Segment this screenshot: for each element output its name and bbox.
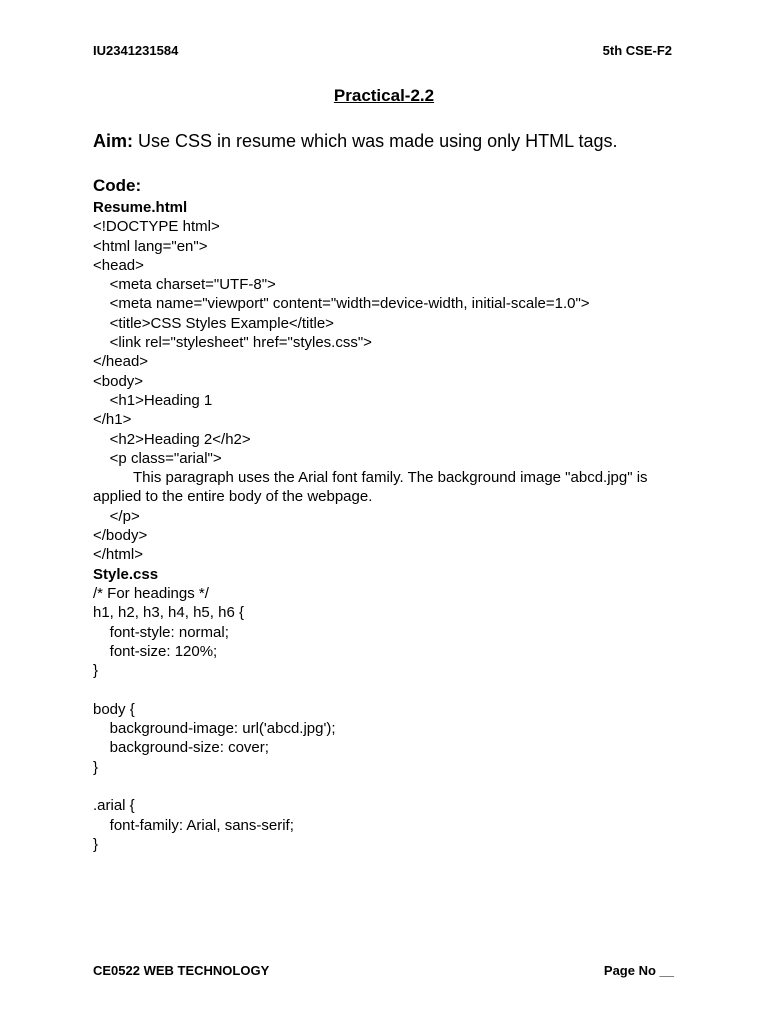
code-line: body { xyxy=(93,700,135,718)
code-line: </h1> xyxy=(93,411,132,429)
code-line: <h2>Heading 2</h2> xyxy=(93,430,251,448)
file-name-label: Resume.html xyxy=(93,199,188,216)
aim-text: Use CSS in resume which was made using only HTML tags. xyxy=(133,131,618,151)
code-line xyxy=(93,777,675,796)
aim-statement xyxy=(93,131,618,152)
code-line: <!DOCTYPE html> xyxy=(93,218,220,236)
code-line: <h1>Heading 1 xyxy=(93,391,213,409)
aim-label: Aim: xyxy=(93,131,133,151)
course-name: CE0522 WEB TECHNOLOGY xyxy=(93,963,270,978)
code-line: </body> xyxy=(93,527,148,545)
code-line: <meta charset="UTF-8"> xyxy=(93,276,276,294)
code-line: } xyxy=(93,835,99,853)
class-section: 5th CSE-F2 xyxy=(602,43,672,58)
code-line: </html> xyxy=(93,546,144,564)
code-line: font-family: Arial, sans-serif; xyxy=(93,816,294,834)
code-line: .arial { xyxy=(93,797,135,815)
code-line: font-size: 120%; xyxy=(93,642,218,660)
code-line: <title>CSS Styles Example</title> xyxy=(93,314,334,332)
code-line: </p> xyxy=(93,507,140,525)
file-name-label: Style.css xyxy=(93,565,159,583)
code-line: h1, h2, h3, h4, h5, h6 { xyxy=(93,604,244,622)
code-line: <head> xyxy=(93,256,144,274)
code-line: font-style: normal; xyxy=(93,623,229,641)
code-line: background-image: url('abcd.jpg'); xyxy=(93,720,336,738)
code-line: <body> xyxy=(93,372,144,390)
student-id: IU2341231584 xyxy=(93,43,179,58)
code-line: } xyxy=(93,662,99,680)
code-block xyxy=(93,198,675,854)
code-line: <html lang="en"> xyxy=(93,237,208,255)
code-line: background-size: cover; xyxy=(93,739,269,757)
practical-title: Practical-2.2 xyxy=(333,86,435,105)
code-line: } xyxy=(93,758,99,776)
code-line: <p class="arial"> xyxy=(93,449,222,467)
code-line: /* For headings */ xyxy=(93,584,209,602)
page-number: Page No __ xyxy=(603,963,674,978)
code-line: <link rel="stylesheet" href="styles.css"> xyxy=(93,334,372,352)
code-line: </head> xyxy=(93,353,149,371)
code-line: This paragraph uses the Arial font family. The background image "abcd.jpg" is applied to the entire body of the webpage. xyxy=(93,469,648,506)
code-line: <meta name="viewport" content="width=device-width, initial-scale=1.0"> xyxy=(93,295,590,313)
code-line xyxy=(93,680,675,699)
code-heading: Code: xyxy=(93,176,142,195)
